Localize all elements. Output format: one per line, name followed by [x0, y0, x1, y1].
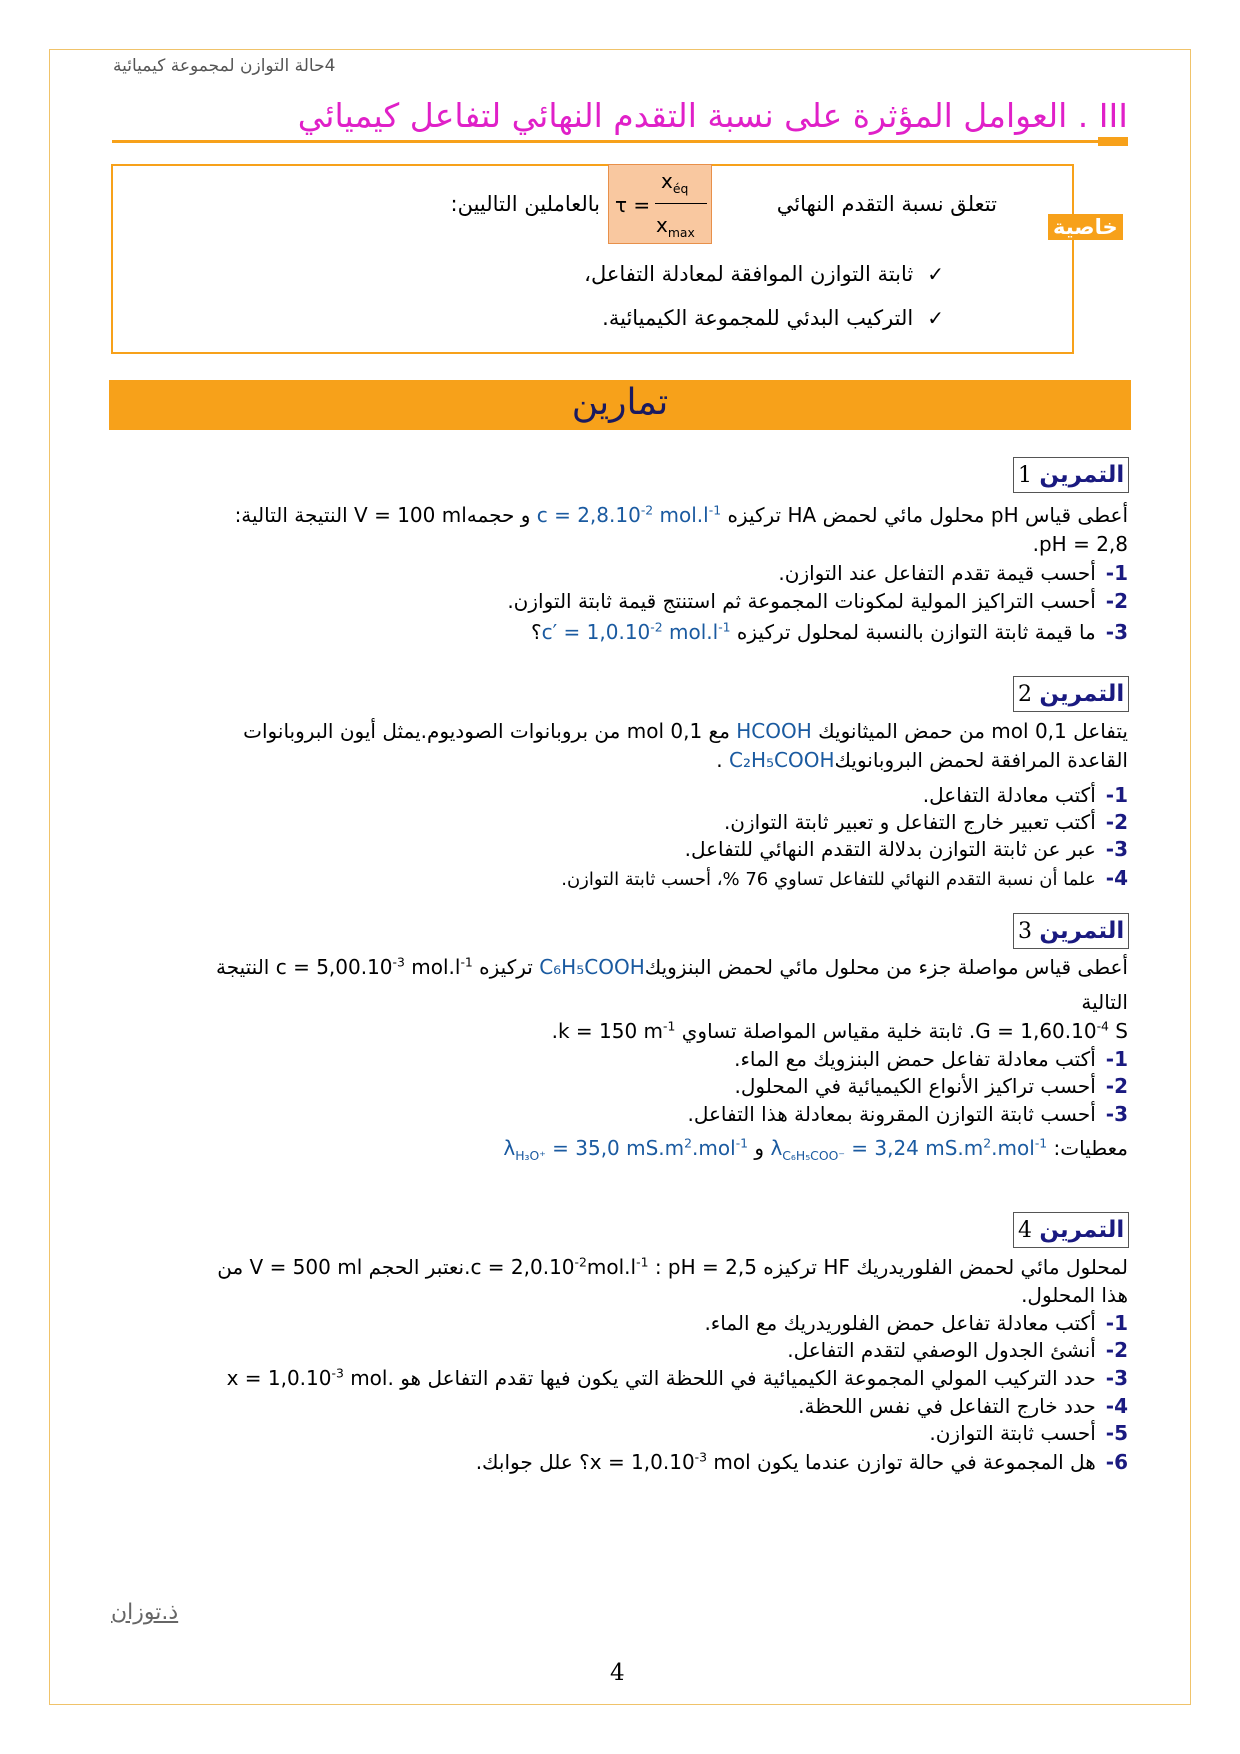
exercise-2-label: 2 التمرين [1013, 676, 1129, 712]
ex1-intro: أعطى قياس pH محلول مائي لحمض HA تركيزه $c = 2,8.10^{-2}$ $mol.l^{-1}$ و حجمهV = 100 ml النتيجة التالية: [234, 502, 1128, 527]
check-icon: ✓ [927, 262, 944, 286]
ex2-question-2: 2-أكتب تعبير خارج التفاعل و تعبير ثابتة التوازن. [723, 810, 1128, 834]
formula-tau: τ = [615, 193, 651, 217]
ex3-intro: أعطى قياس مواصلة جزء من محلول مائي لحمض البنزويكC₆H₅COOH تركيزه $c = 5,00.10^{-3}$ $mol.l^{-1}$ النتيجة [215, 954, 1128, 979]
ex4-question-6: 6-هل المجموعة في حالة توازن عندما يكون $x = 1,0.10^{-3}$ mol؟ علل جوابك. [475, 1449, 1128, 1474]
ex1-question-1: 1-أحسب قيمة تقدم التفاعل عند التوازن. [778, 561, 1128, 585]
ex2-intro-line2: القاعدة المرافقة لحمض البروبانويكC₂H₅COOH . [716, 748, 1128, 772]
ex2-question-4: 4-علما أن نسبة التقدم النهائي للتفاعل تساوي 76 %، أحسب ثابتة التوازن. [561, 866, 1128, 890]
exercise-1-label: 1 التمرين [1013, 457, 1129, 493]
section-title: III . العوامل المؤثرة على نسبة التقدم النهائي لتفاعل كيميائي [297, 96, 1128, 135]
ex2-question-3: 3-عبر عن ثابتة التوازن بدلالة التقدم النهائي للتفاعل. [684, 837, 1128, 861]
property-item-1: ✓ثابتة التوازن الموافقة لمعادلة التفاعل، [584, 262, 944, 286]
ex4-question-2: 2-أنشئ الجدول الوصفي لتقدم التفاعل. [787, 1338, 1128, 1362]
ex3-question-2: 2-أحسب تراكيز الأنواع الكيميائية في المحلول. [734, 1074, 1128, 1098]
ex2-question-1: 1-أكتب معادلة التفاعل. [922, 783, 1128, 807]
exercise-4-label: 4 التمرين [1013, 1212, 1129, 1248]
ex3-intro-line2: التالية [1081, 990, 1128, 1014]
fraction-bar [655, 203, 707, 204]
ex4-intro: لمحلول مائي لحمض الفلوريدريك HF تركيزه $c = 2,0.10^{-2}mol.l^{-1}$ : pH = 2,5.نعتبر الحجم V = 500 ml من [217, 1254, 1128, 1279]
header-note: 4حالة التوازن لمجموعة كيميائية [113, 56, 336, 76]
exercises-title: تمارين [571, 382, 669, 423]
check-icon: ✓ [927, 306, 944, 330]
formula-numerator: $x_{éq}$ [661, 169, 689, 196]
ex4-question-3: 3-حدد التركيب المولي المجموعة الكيميائية في اللحظة التي يكون فيها تقدم التفاعل هو $x = 1,0.10^{-3}$ mol. [226, 1365, 1128, 1390]
exercise-3-label: 3 التمرين [1013, 913, 1129, 949]
property-intro-before: تتعلق نسبة التقدم النهائي [776, 192, 997, 216]
ex3-intro-line3: $G = 1,60.10^{-4}$ S. ثابتة خلية مقياس المواصلة تساوي k = 150 $m^{-1}$. [551, 1018, 1128, 1043]
ex3-question-1: 1-أكتب معادلة تفاعل حمض البنزويك مع الماء. [734, 1047, 1128, 1071]
ex3-question-3: 3-أحسب ثابتة التوازن المقرونة بمعادلة هذا التفاعل. [687, 1102, 1128, 1126]
ex1-question-2: 2-أحسب التراكيز المولية لمكونات المجموعة ثم استنتج قيمة ثابتة التوازن. [507, 589, 1128, 613]
ex1-concentration: $c = 2,8.10^{-2}$ $mol.l^{-1}$ [536, 502, 722, 527]
property-intro-after: بالعاملين التاليين: [450, 192, 600, 216]
ex4-question-1: 1-أكتب معادلة تفاعل حمض الفلوريدريك مع الماء. [704, 1311, 1128, 1335]
ex2-intro: يتفاعل 0,1 mol من حمض الميثانويك HCOOH مع 0,1 mol من بروبانوات الصوديوم.يمثل أيون البروبانوات [243, 719, 1128, 743]
exercises-banner [109, 380, 1131, 430]
title-underline [112, 140, 1128, 143]
ex4-question-4: 4-حدد خارج التفاعل في نفس اللحظة. [798, 1394, 1128, 1418]
property-tag: خاصية [1048, 214, 1123, 240]
formula-denominator: $x_{max}$ [656, 213, 695, 240]
ex4-intro-line2: هذا المحلول. [1021, 1283, 1128, 1307]
ex1-intro-line2: pH = 2,8. [1032, 532, 1128, 556]
author-signature: ذ.توزان [111, 1600, 179, 1625]
property-item-2: ✓التركيب البدئي للمجموعة الكيميائية. [602, 306, 944, 330]
ex3-data: معطيات: $\lambda_{C_6H_5COO^-} = 3,24$ $mS.m^2.mol^{-1}$ و $\lambda_{H_3O^+} = 35,0$ $mS.m^2.mol^{-1}$ [503, 1135, 1128, 1163]
page-number: 4 [610, 1660, 625, 1686]
ex4-question-5: 5-أحسب ثابتة التوازن. [929, 1421, 1128, 1445]
tau-formula [608, 164, 712, 244]
ex1-question-3: 3-ما قيمة ثابتة التوازن بالنسبة لمحلول تركيزه $c' = 1,0.10^{-2}$ $mol.l^{-1}؟$ [531, 619, 1128, 644]
